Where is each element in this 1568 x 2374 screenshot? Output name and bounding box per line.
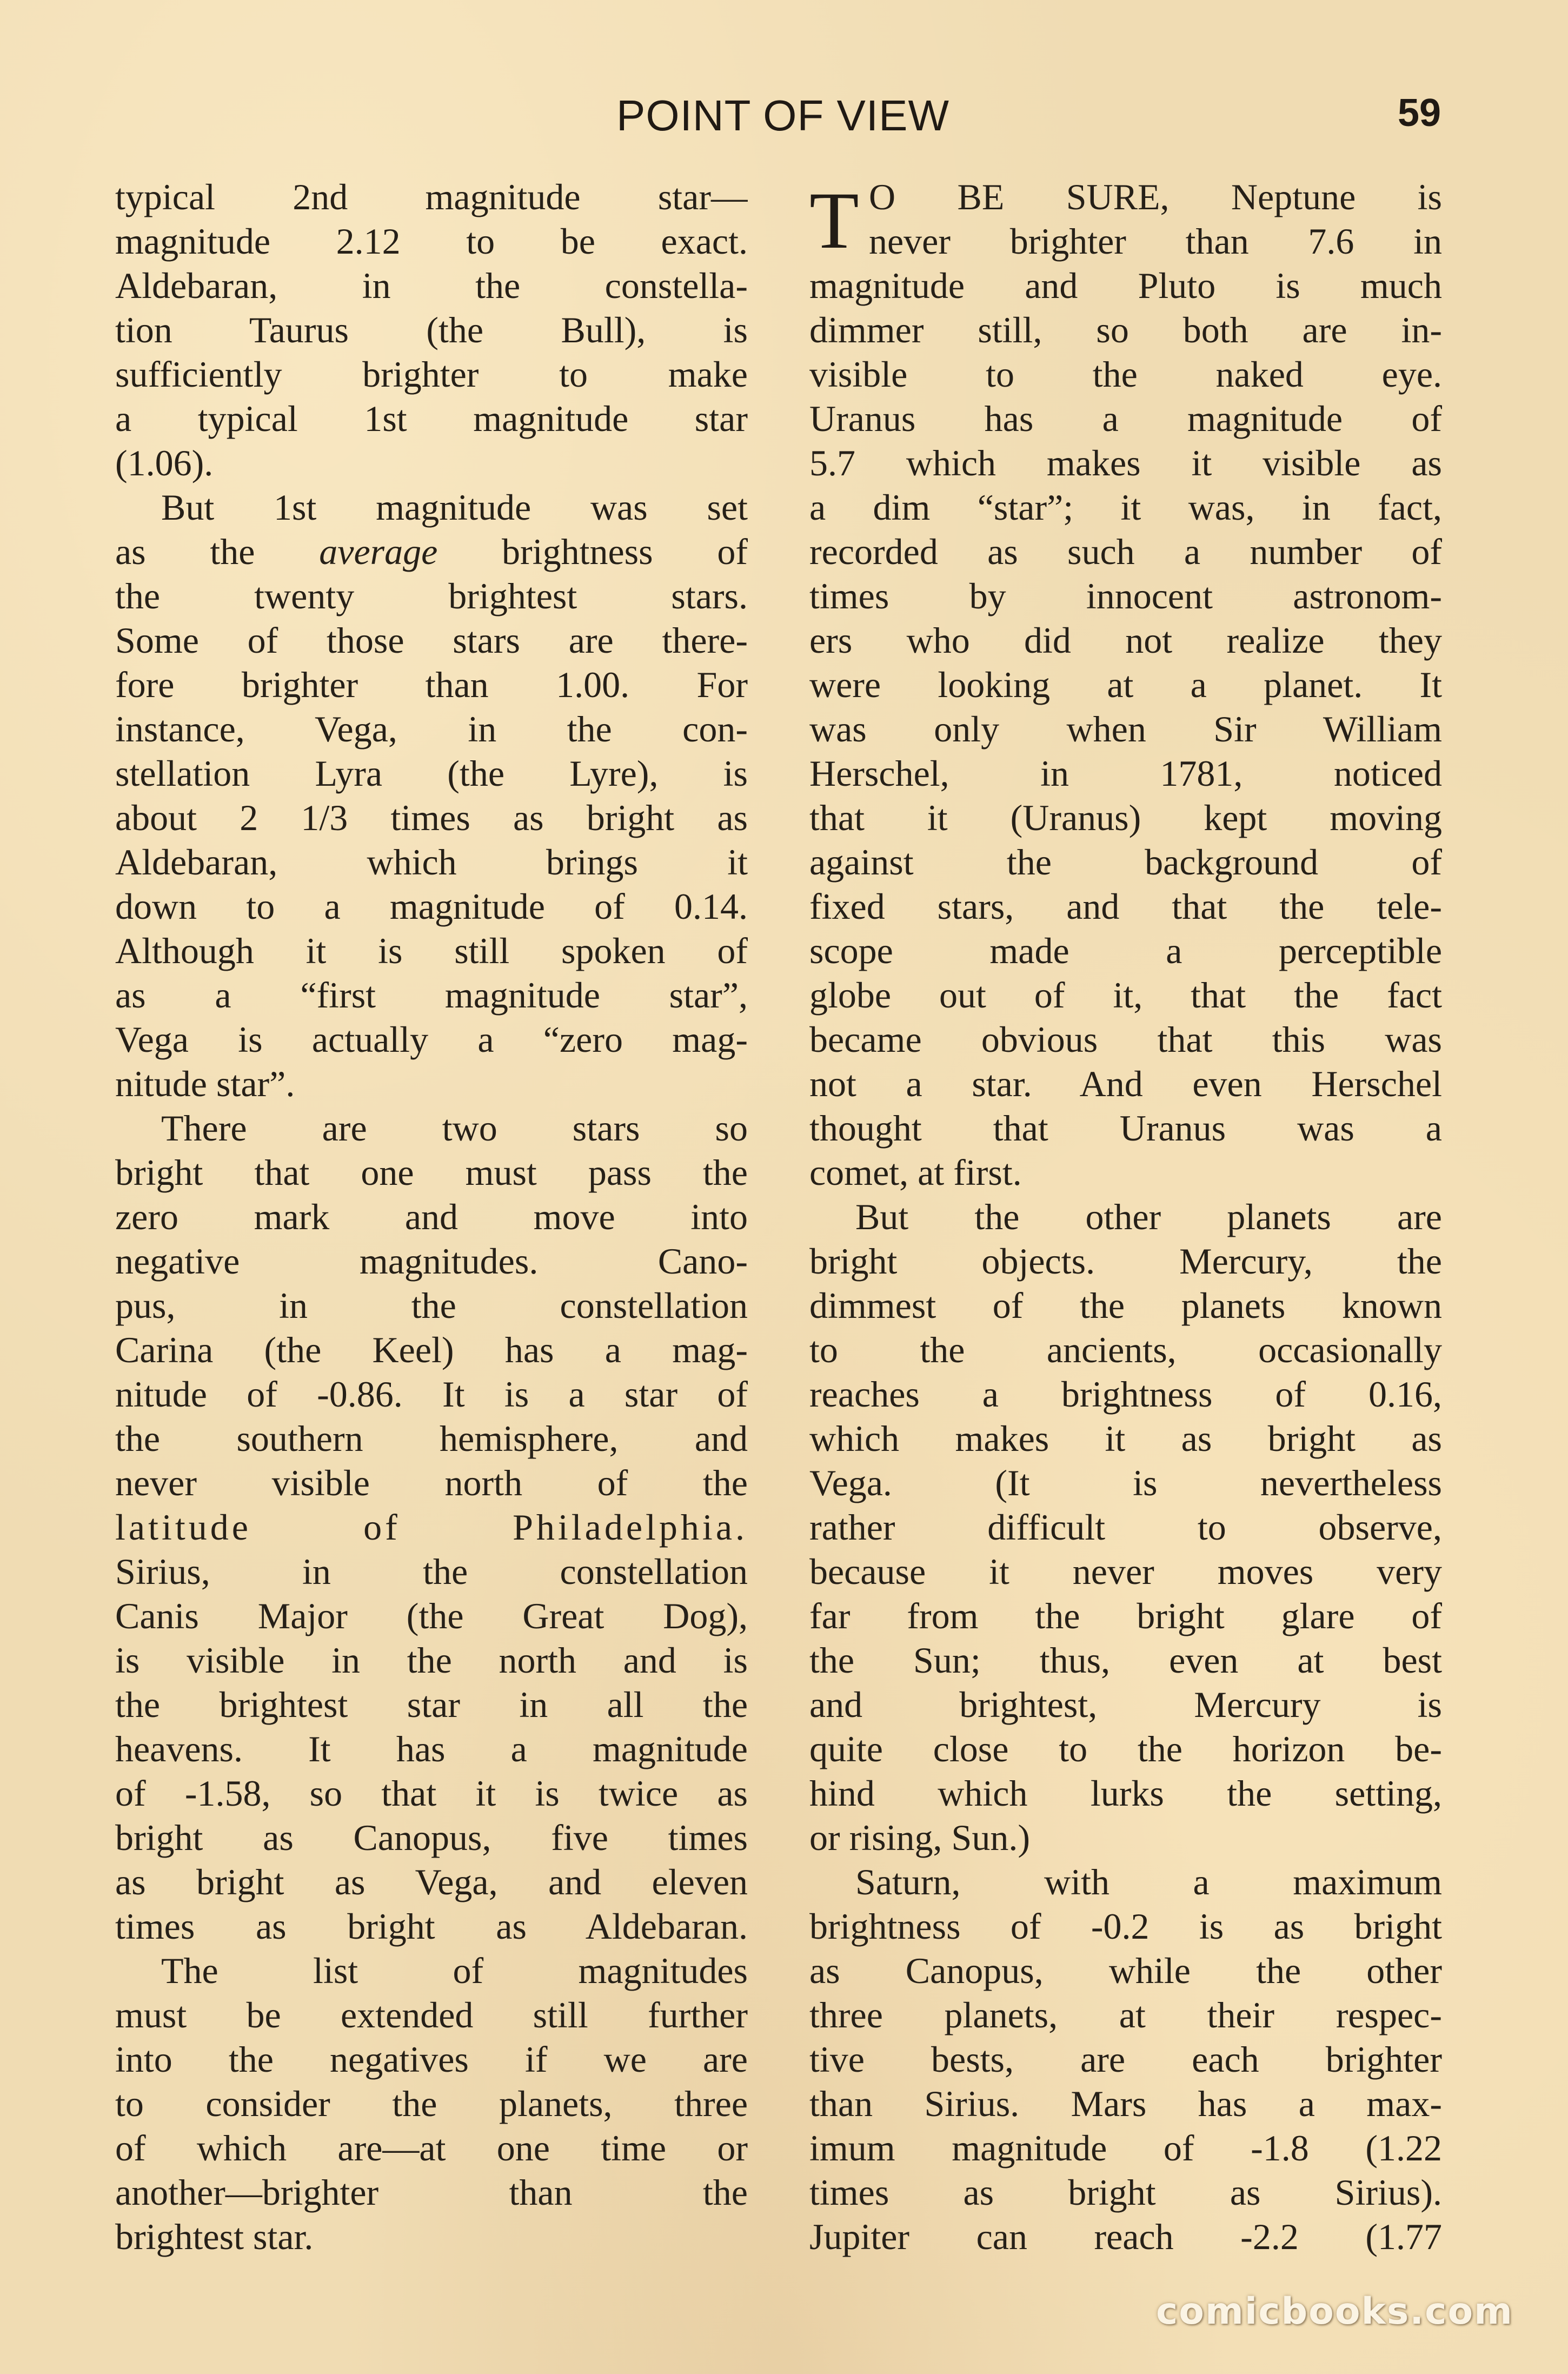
text-line: magnitude and Pluto is much [809,265,1442,306]
text-line: to consider the planets, three [115,2083,748,2124]
text-line: tive bests, are each brighter [809,2039,1442,2080]
text-line: stellation Lyra (the Lyre), is [115,753,748,794]
page-number: 59 [1398,91,1441,135]
text-line: were looking at a planet. It [809,664,1442,705]
text-line: pus, in the constellation [115,1285,748,1326]
text-line: because it never moves very [809,1551,1442,1592]
text-line: became obvious that this was [809,1019,1442,1060]
text-line: Aldebaran, which brings it [115,841,748,883]
text-line: heavens. It has a magnitude [115,1728,748,1769]
text-line: brightness of -0.2 is as bright [809,1906,1442,1947]
text-line: Sirius, in the constellation [115,1551,748,1592]
text-line: Although it is still spoken of [115,930,748,971]
text-line: Canis Major (the Great Dog), [115,1595,748,1636]
text-line: the southern hemisphere, and [115,1418,748,1459]
text-line: ers who did not realize they [809,620,1442,661]
text-line: another—brighter than the [115,2172,748,2213]
text-line: But the other planets are [855,1196,1442,1237]
text-line: latitude of Philadelphia. [115,1507,748,1548]
text-line: and brightest, Mercury is [809,1684,1442,1725]
text-line: was only when Sir William [809,708,1442,750]
left-column [115,175,748,2259]
text-line: down to a magnitude of 0.14. [115,886,748,927]
text-line: Carina (the Keel) has a mag- [115,1329,748,1370]
running-title: POINT OF VIEW [616,91,950,140]
text-line: as bright as Vega, and eleven [115,1861,748,1902]
text-line: comet, at first. [809,1152,1022,1193]
text-line: as Canopus, while the other [809,1950,1442,1991]
text-line: a dim “star”; it was, in fact, [809,487,1442,528]
text-line: visible to the naked eye. [809,354,1442,395]
text-line: than Sirius. Mars has a max- [809,2083,1442,2124]
text-line: imum magnitude of -1.8 (1.22 [809,2127,1442,2169]
text-line: Some of those stars are there- [115,620,748,661]
text-line: magnitude 2.12 to be exact. [115,221,748,262]
text-line: dimmer still, so both are in- [809,309,1442,350]
text-line: the Sun; thus, even at best [809,1640,1442,1681]
text-line: recorded as such a number of [809,531,1442,572]
text-line: fore brighter than 1.00. For [115,664,748,705]
text-line: reaches a brightness of 0.16, [809,1374,1442,1415]
text-line: Uranus has a magnitude of [809,398,1442,439]
text-line: as the average brightness of [115,531,748,572]
text-line: not a star. And even Herschel [809,1063,1442,1104]
text-line: There are two stars so [161,1108,748,1149]
text-line: instance, Vega, in the con- [115,708,748,750]
watermark: comicbooks.com [1156,2290,1514,2333]
text-line: scope made a perceptible [809,930,1442,971]
paragraph-with-drop-cap [809,175,1442,266]
text-line: against the background of [809,841,1442,883]
text-line: never visible north of the [115,1462,748,1503]
text-line: nitude of -0.86. It is a star of [115,1374,748,1415]
text-line: tion Taurus (the Bull), is [115,309,748,350]
text-line: of -1.58, so that it is twice as [115,1773,748,1814]
text-line: must be extended still further [115,1994,748,2035]
text-line: Vega. (It is nevertheless [809,1462,1442,1503]
text-line: bright objects. Mercury, the [809,1241,1442,1282]
text-line: a typical 1st magnitude star [115,398,748,439]
text-line: bright that one must pass the [115,1152,748,1193]
text-line: quite close to the horizon be- [809,1728,1442,1769]
text-line: three planets, at their respec- [809,1994,1442,2035]
text-line: sufficiently brighter to make [115,354,748,395]
text-line: nitude star”. [115,1063,295,1104]
text-line: that it (Uranus) kept moving [809,797,1442,838]
text-line: bright as Canopus, five times [115,1817,748,1858]
text-line: typical 2nd magnitude star— [115,176,748,217]
right-column [809,175,1442,2259]
text-line: O BE SURE, Neptune is [869,176,1442,217]
text-line: Aldebaran, in the constella- [115,265,748,306]
text-line: to the ancients, occasionally [809,1329,1442,1370]
emphasis: average [319,531,438,572]
text-line: Herschel, in 1781, noticed [809,753,1442,794]
running-head [0,91,1568,150]
text-line: fixed stars, and that the tele- [809,886,1442,927]
text-line: times by innocent astronom- [809,575,1442,616]
text-line: times as bright as Aldebaran. [115,1906,748,1947]
text-line: of which are—at one time or [115,2127,748,2169]
text-line: globe out of it, that the fact [809,974,1442,1016]
text-line: times as bright as Sirius). [809,2172,1442,2213]
text-line: about 2 1/3 times as bright as [115,797,748,838]
text-line: dimmest of the planets known [809,1285,1442,1326]
text-line: (1.06). [115,442,214,483]
drop-cap: T [809,176,859,266]
text-line: zero mark and move into [115,1196,748,1237]
text-line: as a “first magnitude star”, [115,974,748,1016]
text-line: Saturn, with a maximum [855,1861,1442,1902]
text-line: But 1st magnitude was set [161,487,748,528]
text-line: 5.7 which makes it visible as [809,442,1442,483]
text-line: hind which lurks the setting, [809,1773,1442,1814]
text-line: the twenty brightest stars. [115,575,748,616]
text-line: far from the bright glare of [809,1595,1442,1636]
text-line: is visible in the north and is [115,1640,748,1681]
text-line: brightest star. [115,2216,314,2257]
text-line: into the negatives if we are [115,2039,748,2080]
text-line: never brighter than 7.6 in [869,221,1442,262]
text-line: or rising, Sun.) [809,1817,1030,1858]
text-line: thought that Uranus was a [809,1108,1442,1149]
text-line: negative magnitudes. Cano- [115,1241,748,1282]
text-line: Jupiter can reach -2.2 (1.77 [809,2216,1442,2257]
text-line: The list of magnitudes [161,1950,748,1991]
text-line: which makes it as bright as [809,1418,1442,1459]
text-line: rather difficult to observe, [809,1507,1442,1548]
text-line: Vega is actually a “zero mag- [115,1019,748,1060]
text-line: the brightest star in all the [115,1684,748,1725]
